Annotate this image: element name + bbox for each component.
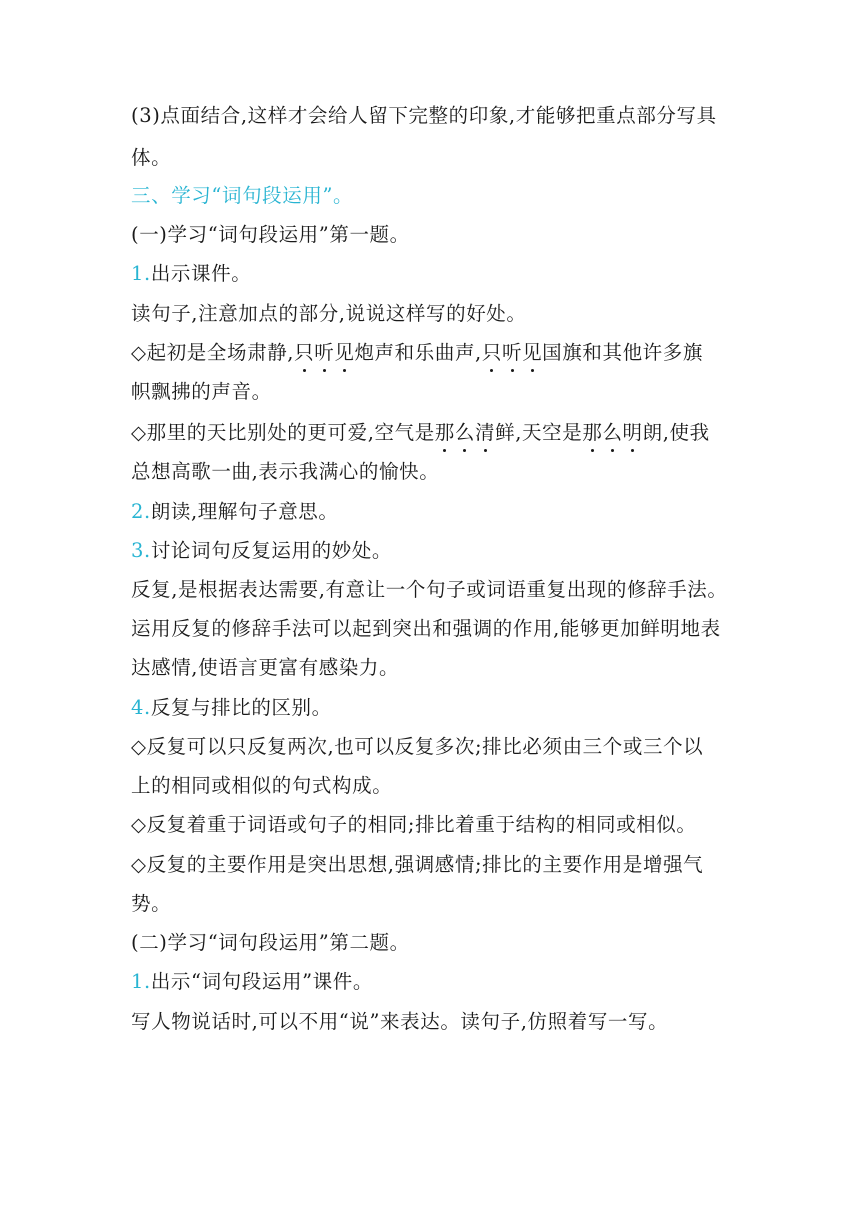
sentence-segment: 国旗和其他许多旗 [542,341,703,364]
emphasis-char: 么 [602,421,623,444]
paragraph-repetition-3: 达感情,使语言更富有感染力。 [131,656,400,679]
example-sentence-2 [131,421,710,445]
emphasis-char: 那 [582,421,603,444]
example-sentence-1-cont: 帜飘拂的声音。 [131,380,272,403]
comparison-point-2: ◇反复着重于词语或句子的相同;排比着重于结构的相同或相似。 [131,813,697,836]
paragraph-repetition-2: 运用反复的修辞手法可以起到突出和强调的作用,能够更加鲜明地表 [131,617,721,640]
list-number: 1. [131,262,151,285]
list-item-text: 出示课件。 [150,262,252,285]
sentence-segment: 朗,使我 [642,421,710,444]
paragraph-point-3-cont: 体。 [131,146,172,169]
emphasis-char: 见 [522,341,543,364]
comparison-point-3: ◇反复的主要作用是突出思想,强调感情;排比的主要作用是增强气 [131,853,704,876]
emphasis-char: 清 [475,421,496,444]
example-sentence-1 [131,341,703,365]
sentence-segment: 鲜,天空是 [495,421,583,444]
paragraph-point-3: (3)点面结合,这样才会给人留下完整的印象,才能够把重点部分写具 [131,104,717,127]
comparison-point-1-cont: 上的相同或相似的句式构成。 [131,774,393,797]
list-number: 1. [131,970,151,993]
emphasis-char: 只 [481,341,502,364]
list-number: 3. [131,539,151,562]
comparison-point-3-cont: 势。 [131,892,172,915]
sentence-segment: ◇起初是全场肃静, [131,341,295,364]
list-item-2 [131,500,339,524]
list-item-text: 反复与排比的区别。 [150,696,332,719]
emphasis-char: 只 [294,341,315,364]
emphasis-char: 明 [622,421,643,444]
emphasis-char: 听 [314,341,335,364]
instruction-text-2: 写人物说话时,可以不用“说”来表达。读句子,仿照着写一写。 [131,1010,669,1033]
list-item-1 [131,262,251,286]
instruction-text: 读句子,注意加点的部分,说说这样写的好处。 [131,302,527,325]
list-item-3 [131,539,392,563]
list-item-text: 出示“词句段运用”课件。 [150,970,373,993]
emphasis-char: 么 [454,421,476,444]
list-item-1b [131,970,373,994]
sentence-segment: ◇那里的天比别处的更可爱,空气是 [131,421,435,444]
comparison-point-1: ◇反复可以只反复两次,也可以反复多次;排比必须由三个或三个以 [131,735,704,758]
list-number: 4. [131,696,151,719]
sentence-segment: 炮声和乐曲声, [354,341,482,364]
list-item-4 [131,696,332,720]
paragraph-repetition-1: 反复,是根据表达需要,有意让一个句子或词语重复出现的修辞手法。 [131,578,728,601]
list-item-text: 朗读,理解句子意思。 [150,500,339,523]
example-sentence-2-cont: 总想高歌一曲,表示我满心的愉快。 [131,460,440,483]
emphasis-char: 见 [334,341,355,364]
subsection-heading-one: (一)学习“词句段运用”第一题。 [131,223,410,246]
list-item-text: 讨论词句反复运用的妙处。 [150,539,393,562]
subsection-heading-two: (二)学习“词句段运用”第二题。 [131,931,410,954]
list-number: 2. [131,500,151,523]
section-heading-three: 三、学习“词句段运用”。 [131,184,354,207]
emphasis-char: 那 [434,421,455,444]
emphasis-char: 听 [501,341,523,364]
